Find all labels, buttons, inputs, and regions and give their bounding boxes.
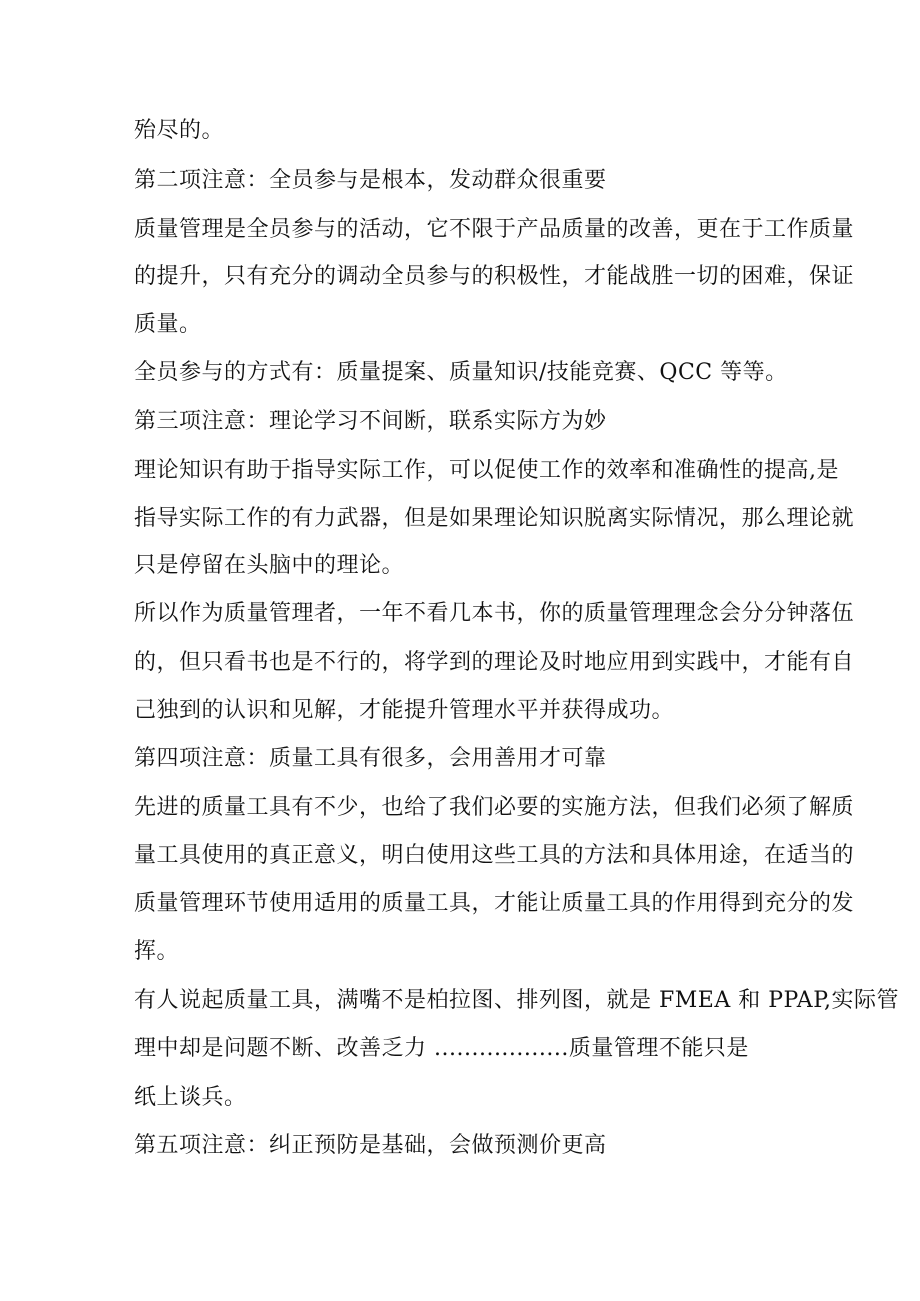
text-line: 全员参与的方式有：质量提案、质量知识/技能竞赛、QCC 等等。 — [134, 360, 788, 385]
text-line: 所以作为质量管理者，一年不看几本书，你的质量管理理念会分分钟落伍 — [134, 601, 855, 626]
text-line: 理论知识有助于指导实际工作，可以促使工作的效率和准确性的提高,是 — [134, 458, 839, 483]
text-line: 的提升，只有充分的调动全员参与的积极性，才能战胜一切的困难，保证 — [134, 264, 855, 289]
text-line: 质量。 — [134, 312, 202, 337]
text-line: 质量管理环节使用适用的质量工具，才能让质量工具的作用得到充分的发 — [134, 891, 855, 916]
section-heading-3: 第三项注意：理论学习不间断，联系实际方为妙 — [134, 409, 607, 434]
text-line: 纸上谈兵。 — [134, 1085, 247, 1110]
text-line: 有人说起质量工具，满嘴不是柏拉图、排列图，就是 FMEA 和 PPAP,实际管 — [134, 988, 900, 1013]
text-line: 的，但只看书也是不行的，将学到的理论及时地应用到实践中，才能有自 — [134, 650, 855, 675]
section-heading-5: 第五项注意：纠正预防是基础，会做预测价更高 — [134, 1133, 607, 1158]
text-line: 挥。 — [134, 939, 180, 964]
text-line: 只是停留在头脑中的理论。 — [134, 553, 405, 578]
text-line: 理中却是问题不断、改善乏力 ..................质量管理不能只是 — [134, 1036, 749, 1061]
text-line: 先进的质量工具有不少，也给了我们必要的实施方法，但我们必须了解质 — [134, 795, 855, 820]
text-line: 殆尽的。 — [134, 118, 225, 143]
text-line: 量工具使用的真正意义，明白使用这些工具的方法和具体用途，在适当的 — [134, 843, 855, 868]
section-heading-4: 第四项注意：质量工具有很多，会用善用才可靠 — [134, 746, 607, 771]
text-line: 指导实际工作的有力武器，但是如果理论知识脱离实际情况，那么理论就 — [134, 506, 855, 531]
section-heading-2: 第二项注意：全员参与是根本，发动群众很重要 — [134, 168, 607, 193]
text-line: 己独到的认识和见解，才能提升管理水平并获得成功。 — [134, 698, 675, 723]
text-line: 质量管理是全员参与的活动，它不限于产品质量的改善，更在于工作质量 — [134, 217, 855, 242]
